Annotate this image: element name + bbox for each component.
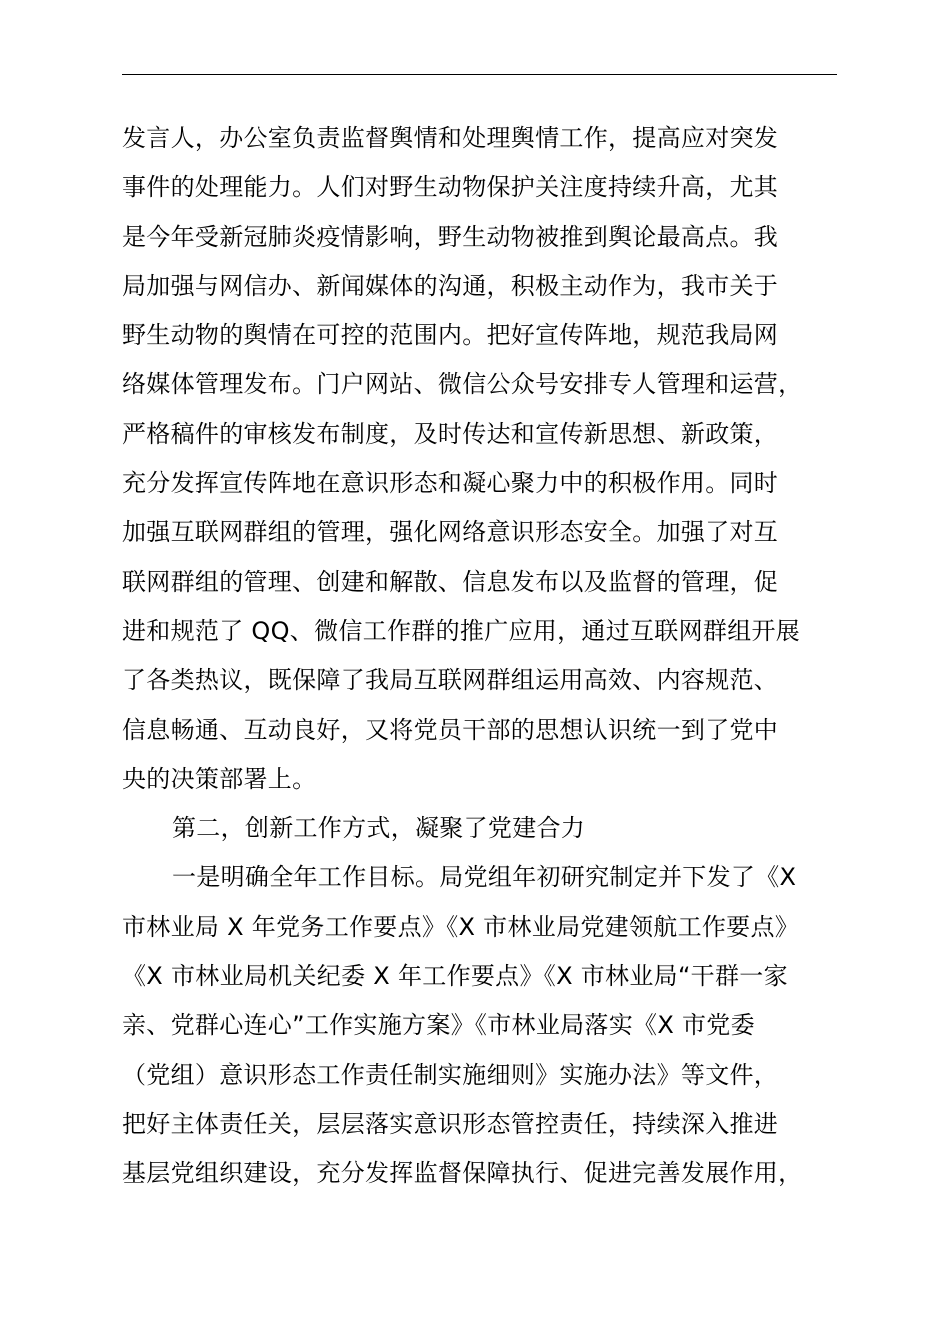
text-line: 市林业局 X 年党务工作要点》《X 市林业局党建领航工作要点》 (122, 912, 800, 941)
text-line: 一是明确全年工作目标。局党组年初研究制定并下发了《X (172, 863, 797, 892)
text-line: （党组）意识形态工作责任制实施细则》实施办法》等文件， (122, 1060, 779, 1089)
section-heading: 第二，创新工作方式，凝聚了党建合力 (172, 814, 586, 843)
text-line: 是今年受新冠肺炎疫情影响，野生动物被推到舆论最高点。我 (122, 222, 779, 251)
header-rule (122, 74, 837, 75)
text-line: 事件的处理能力。人们对野生动物保护关注度持续升高，尤其 (122, 173, 779, 202)
text-line: 发言人，办公室负责监督舆情和处理舆情工作，提高应对突发 (122, 124, 779, 152)
text-line: 严格稿件的审核发布制度，及时传达和宣传新思想、新政策， (122, 419, 779, 448)
text-line: 络媒体管理发布。门户网站、微信公众号安排专人管理和运营， (122, 370, 803, 399)
text-line: 信息畅通、互动良好，又将党员干部的思想认识统一到了党中 (122, 715, 779, 744)
text-line: 加强互联网群组的管理，强化网络意识形态安全。加强了对互 (122, 518, 779, 547)
text-line: 基层党组织建设，充分发挥监督保障执行、促进完善发展作用， (122, 1159, 803, 1188)
text-line: 亲、党群心连心”工作实施方案》《市林业局落实《X 市党委 (122, 1011, 755, 1040)
text-line: 了各类热议，既保障了我局互联网群组运用高效、内容规范、 (122, 666, 779, 695)
text-line: 局加强与网信办、新闻媒体的沟通，积极主动作为，我市关于 (122, 271, 779, 300)
text-line: 进和规范了 QQ、微信工作群的推广应用，通过互联网群组开展 (122, 616, 801, 645)
text-line: 野生动物的舆情在可控的范围内。把好宣传阵地，规范我局网 (122, 321, 779, 350)
text-line: 充分发挥宣传阵地在意识形态和凝心聚力中的积极作用。同时 (122, 469, 779, 498)
text-line: 把好主体责任关，层层落实意识形态管控责任，持续深入推进 (122, 1109, 779, 1138)
document-body (122, 114, 862, 1199)
text-line: 联网群组的管理、创建和解散、信息发布以及监督的管理，促 (122, 567, 779, 596)
text-line: 央的决策部署上。 (122, 764, 317, 793)
text-line: 《X 市林业局机关纪委 X 年工作要点》《X 市林业局“干群一家 (122, 962, 788, 991)
